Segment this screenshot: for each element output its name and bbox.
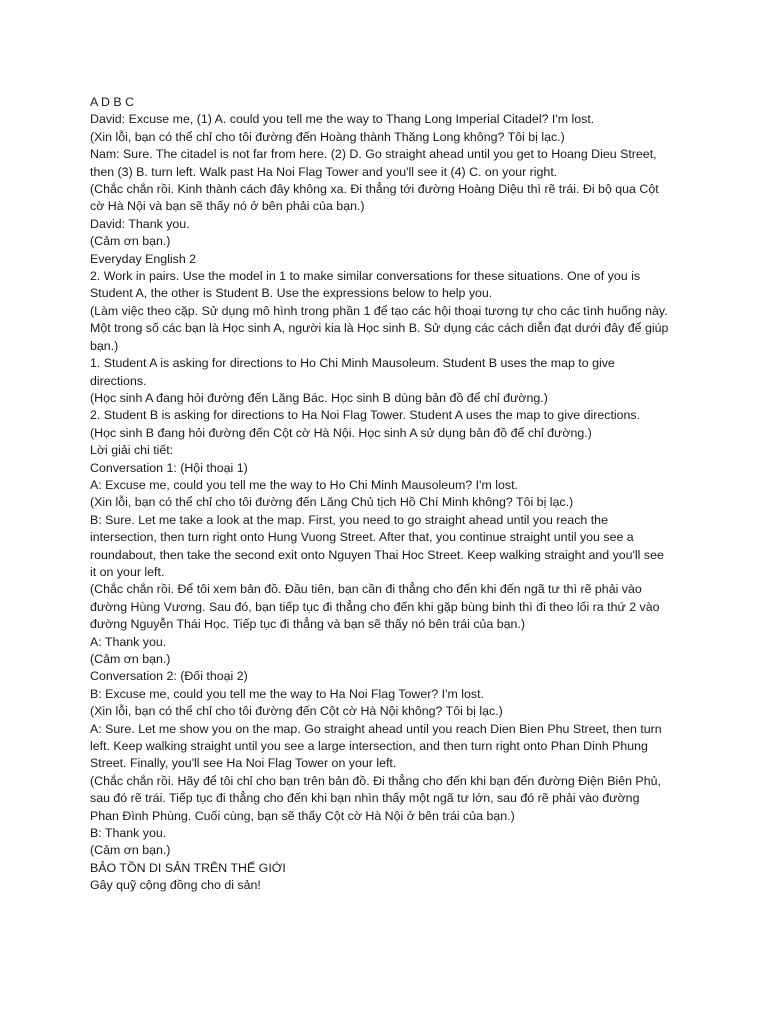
text-line: đường Nguyễn Thái Học. Tiếp tục đi thẳng và bạn sẽ thấy nó bên trái của bạn.) — [90, 617, 525, 632]
text-line: bạn.) — [90, 338, 119, 353]
text-line: (Học sinh B đang hỏi đường đến Cột cờ Hà Nội. Học sinh A sử dụng bản đồ để chỉ đường.) — [90, 425, 592, 440]
text-line: intersection, then turn right onto Hung Vuong Street. After that, you continue straight until you see a — [90, 530, 634, 545]
text-line: A: Excuse me, could you tell me the way to Ho Chi Minh Mausoleum? I'm lost. — [90, 477, 518, 492]
text-line: Phan Đình Phùng. Cuối cùng, bạn sẽ thấy Cột cờ Hà Nội ở bên trái của bạn.) — [90, 808, 515, 823]
text-line: roundabout, then take the second exit onto Nguyen Thai Hoc Street. Keep walking straight and you'll see — [90, 547, 664, 562]
text-line: Conversation 2: (Đối thoại 2) — [90, 669, 248, 684]
text-line: Một trong số các bạn là Học sinh A, người kia là Học sinh B. Sử dụng các cách diễn đạt dưới đây để giúp — [90, 321, 669, 336]
text-line: B: Thank you. — [90, 826, 167, 841]
text-line: (Xin lỗi, bạn có thể chỉ cho tôi đường đến Hoàng thành Thăng Long không? Tôi bị lạc.) — [90, 129, 565, 144]
text-line: Everyday English 2 — [90, 251, 197, 266]
text-line: đường Hùng Vương. Sau đó, bạn tiếp tục đi thẳng cho đến khi gặp bùng binh thì đi theo lối ra thứ 2 vào — [90, 599, 660, 614]
text-line: B: Excuse me, could you tell me the way to Ha Noi Flag Tower? I'm lost. — [90, 686, 484, 701]
text-line: Street. Finally, you'll see Ha Noi Flag Tower on your left. — [90, 756, 397, 771]
text-line: Student A, the other is Student B. Use the expressions below to help you. — [90, 286, 493, 301]
document-body — [90, 94, 690, 895]
text-line: Nam: Sure. The citadel is not far from here. (2) D. Go straight ahead until you get to Hoang Dieu Street, — [90, 147, 657, 162]
text-line: 1. Student A is asking for directions to Ho Chi Minh Mausoleum. Student B uses the map to give — [90, 356, 615, 371]
text-line: left. Keep walking straight until you see a large intersection, and then turn right onto Phan Dinh Phung — [90, 739, 648, 754]
text-line: directions. — [90, 373, 147, 388]
text-line: Lời giải chi tiết: — [90, 443, 174, 458]
text-line: David: Thank you. — [90, 216, 190, 231]
text-line: (Chắc chắn rồi. Kinh thành cách đây không xa. Đi thẳng tới đường Hoàng Diệu thì rẽ trái. Đi bộ qua Cột — [90, 182, 659, 197]
text-line: (Cảm ơn bạn.) — [90, 234, 171, 249]
text-line: (Chắc chắn rồi. Hãy để tôi chỉ cho bạn trên bản đồ. Đi thẳng cho đến khi bạn đến đường Điện Biên Phủ, — [90, 773, 661, 788]
text-line: A D B C — [90, 95, 135, 109]
text-line: cờ Hà Nội và bạn sẽ thấy nó ở bên phải của bạn.) — [90, 199, 365, 214]
text-line: Conversation 1: (Hội thoại 1) — [90, 460, 248, 475]
text-line: (Xin lỗi, bạn có thể chỉ cho tôi đường đến Cột cờ Hà Nội không? Tôi bị lạc.) — [90, 704, 503, 719]
text-line: A: Sure. Let me show you on the map. Go straight ahead until you reach Dien Bien Phu Street, then turn — [90, 721, 662, 736]
text-line: (Xin lỗi, bạn có thể chỉ cho tôi đường đến Lăng Chủ tịch Hồ Chí Minh không? Tôi bị lạc.) — [90, 495, 574, 510]
text-line: (Cảm ơn bạn.) — [90, 652, 171, 666]
text-line: sau đó rẽ trái. Tiếp tục đi thẳng cho đến khi bạn nhìn thấy một ngã tư lớn, sau đó rẽ phải vào đường — [90, 791, 640, 806]
text-line: BẢO TỒN DI SẢN TRÊN THẾ GIỚI — [90, 860, 286, 875]
text-line: (Chắc chắn rồi. Để tôi xem bản đồ. Đầu tiên, bạn cần đi thẳng cho đến khi đến ngã tư thì rẽ phải vào — [90, 582, 642, 597]
text-line: 2. Work in pairs. Use the model in 1 to make similar conversations for these situations. One of you is — [90, 269, 641, 284]
text-line: Gây quỹ cộng đồng cho di sản! — [90, 878, 261, 893]
text-line: then (3) B. turn left. Walk past Ha Noi Flag Tower and you'll see it (4) C. on your right. — [90, 164, 558, 179]
text-line: David: Excuse me, (1) A. could you tell me the way to Thang Long Imperial Citadel? I'm lost. — [90, 112, 595, 127]
text-line: 2. Student B is asking for directions to Ha Noi Flag Tower. Student A uses the map to give directions. — [90, 408, 641, 423]
text-line: B: Sure. Let me take a look at the map. First, you need to go straight ahead until you reach the — [90, 512, 608, 527]
text-line: it on your left. — [90, 564, 165, 579]
text-line: (Cảm ơn bạn.) — [90, 843, 171, 858]
text-line: A: Thank you. — [90, 634, 167, 649]
text-line: (Làm việc theo cặp. Sử dụng mô hình trong phần 1 để tạo các hội thoại tương tự cho các tình huống này. — [90, 303, 668, 318]
text-line: (Học sinh A đang hỏi đường đến Lăng Bác. Học sinh B dùng bản đồ để chỉ đường.) — [90, 390, 548, 405]
